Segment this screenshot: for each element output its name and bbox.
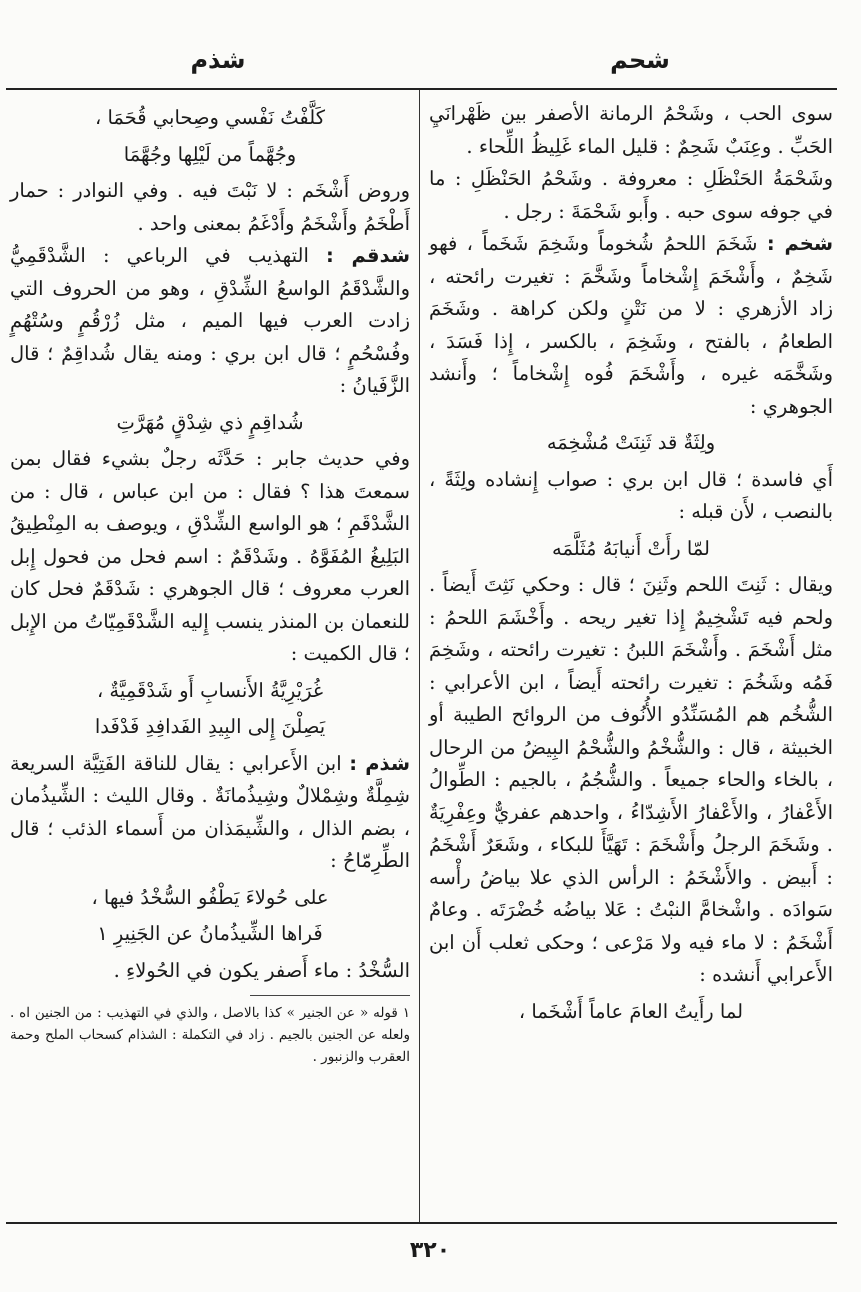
right-headword: شحم (610, 46, 670, 74)
entry-text: ابن الأَعرابي : يقال للناقة الفَتِيَّة السريعة شِمِلَّةٌ وشِمْلالٌ وشِيذُمانَةٌ . وقال الليث : الشِّيذُمان ، بضم الذال ، والشِّيمَذان من أَسماء الذئب ؛ قال الطِّرِمّاحُ : (10, 751, 410, 872)
verse-line: لما رأَيتُ العامَ عاماً أَشْخَما ، (518, 999, 744, 1023)
paragraph: السُّخْدُ : ماء أَصفر يكون في الحُولاءِ . (113, 958, 410, 982)
entry-head: شدقم : (326, 244, 411, 267)
column-divider (419, 90, 420, 1222)
entry-text: التهذيب في الرباعي : الشَّدْقَمِيُّ والشَّدْقَمُ الواسعُ الشِّدْقِ ، وهو من الحروف التي زادت العرب فيها الميم ، مثل زُرْقُمٍ وسُتْهُمٍ وفُسْحُمٍ ؛ قال ابن بري : ومنه يقال شُداقِمٌ ؛ قال الزَّفَيانُ : (10, 244, 410, 397)
bottom-rule (6, 1222, 837, 1224)
paragraph: أَي فاسدة ؛ قال ابن بري : صواب إِنشاده ولِثَةً ، بالنصب ، لأَن قبله : (429, 467, 833, 523)
entry-head: شخم : (766, 232, 834, 255)
entry-head: شذم : (349, 751, 411, 775)
verse-line: كَلَّفْتُ نَفْسي وصِحابي قُحَمَا ، (94, 106, 326, 129)
paragraph: وروض أَشْخَم : لا نَبْتَ فيه . وفي النوادر : حمار أَطْخَمُ وأَشْخَمُ وأَدْغَمُ بمعنى واحد . (10, 179, 410, 235)
left-column (10, 98, 410, 1068)
entry-shadqam (10, 240, 410, 403)
footnote: ١ قوله « عن الجنير » كذا بالاصل ، والذي في التهذيب : من الجنين اه . ولعله عن الجنين بالجيم . زاد في التكملة : الشذام كسحاب الملح وحمة العقرب والزنبور . (10, 1005, 410, 1065)
right-column (429, 98, 833, 1032)
paragraph: ويقال : ثَنِتَ اللحم وثَنِنَ ؛ قال : وحكي نَثِتَ أَيضاً . ولحم فيه تَشْخِيمٌ إِذا تغير ريحه . وأَخْشَمَ اللحمُ : مثل أَشْخَمَ . وأَشْخَمَ اللبنُ : تغيرت رائحته ، وشَخِمَ فَمُه وشَخُمَ : تغيرت رائحته أَيضاً ، ابن الأعرابي : الشُّخُم هم المُسَنِّدُو الأُنُوف من الروائح الطيبة أو الخبيثة ، قال : والشُّخْمُ والشُّحْمُ البِيضُ من الرحال ، بالخاء والحاء جميعاً . والشُّجُمُ ، بالجيم : الطِّوالُ الأَعْفارُ ، والأَعْفارُ الأَشِدّاءُ ، واحدهم عفريٌّ وعِفْرِيَةٌ . وشَخَمَ الرجلُ وأَشْخَمَ : تَهَيَّأَ للبكاء ، وشَعَرٌ أَشْخَمُ : أَبيض . والأَشْخَمُ : الرأس الذي علا بياضُ رأْسه سَوادَه . واشْخامَّ النبْتُ : عَلا بياضُه خُضْرَتَه . وعامٌ أَشْخَمُ : لا ماء فيه ولا مَرْعى ؛ وحكى ثعلب أَن ابن الأَعرابي أَنشده : (429, 573, 833, 986)
verse-line: يَصِلْنَ إِلى البِيدِ الفَدافِدِ فَدْفَدا (94, 715, 326, 738)
verse-line: ولِثَةٌ قد ثَنِنَتْ مُشْخِمَه (546, 431, 716, 454)
paragraph: وفي حديث جابر : حَدَّثَه رجلٌ بشيء فقال بمن سمعتَ هذا ؟ فقال : من ابن عباس ، قال : من الشَّدْقَمِ ؛ هو الواسع الشِّدْقِ ، ويوصف به المِنْطِيقُ البَلِيغُ المُفَوَّهُ . وشَدْقَمٌ : اسم فحل من فحول إِبل العرب معروف ؛ قال الجوهري : شَدْقَمٌ فحل كان للنعمان بن المنذر ينسب إِليه الشَّدْقَمِيّاتُ من الإِبل ؛ قال الكميت : (10, 447, 410, 665)
entry-text: شَخَمَ اللحمُ شُخوماً وشَخِمَ شَخَماً ، فهو شَخِمٌ ، وأَشْخَمَ إِشْخاماً وشَخَّمَ : تغيرت رائحته ، زاد الأزهري : لا من نَتْنٍ ولكن كراهة . وشَخَمَ الطعامُ ، بالفتح ، وشَخِمَ ، بالكسر ، إِذا فَسَدَ ، وشَخَّمَه غيره ، وأَشْخَمَ فُوه إِشْخاماً ؛ وأَنشد الجوهري : (429, 232, 833, 418)
paragraph: وشَحْمَةُ الحَنْظَلِ : معروفة . وشَحْمُ الحَنْظَلِ : ما في جوفه سوى حبه . وأَبو شَحْمَةَ : رجل . (429, 167, 833, 223)
verse-line: وجُهَّماً من لَيْلِها وجُهَّمَا (123, 142, 297, 166)
verse-line: فَراها الشِّيذُمانُ عن الجَنِيرِ ١ (97, 922, 323, 945)
entry-shadham (10, 748, 410, 878)
left-headword: شذم (190, 46, 246, 74)
page-number: ٣٢٠ (409, 1238, 451, 1263)
verse-line: على حُولاءَ يَطْفُو السُّخْدُ فيها ، (91, 885, 329, 909)
verse-line: لمّا رأَتْ أَنيابَهُ مُثَلَّمَه (551, 536, 710, 560)
paragraph: سوى الحب ، وشَحْمُ الرمانة الأصفر بين ظَهْرانَيِ الحَبِّ . وعِنَبٌ شَحِمٌ : قليل الماء غَلِيظُ اللِّحاء . (429, 102, 833, 158)
entry-shakhm (429, 228, 833, 423)
footnote-rule (250, 995, 410, 996)
top-rule (6, 88, 837, 90)
verse-line: غُرَيْرِيَّةُ الأَنسابِ أَو شَدْقَمِيَّةٌ ، (96, 678, 324, 702)
verse-line: شُداقِمٍ ذي شِدْقٍ مُهَرَّتِ (116, 410, 304, 434)
